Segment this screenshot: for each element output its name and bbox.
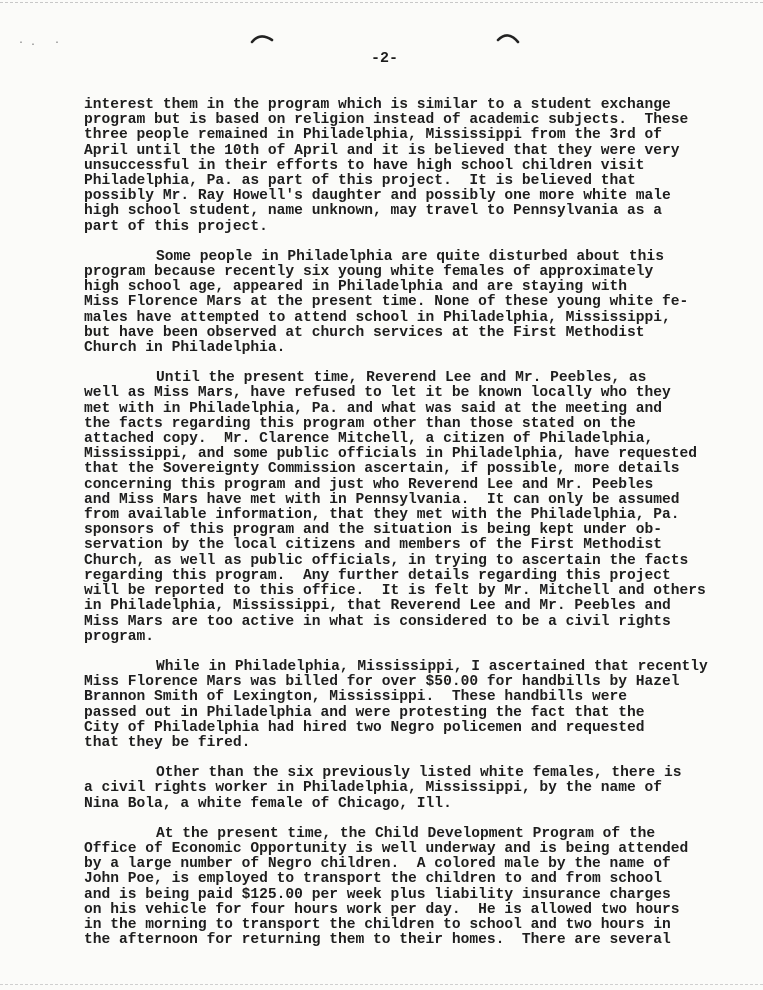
text-line: Other than the six previously listed white females, there is [156, 765, 682, 782]
text-line: and is being paid $125.00 per week plus liability insurance charges [84, 886, 671, 903]
text-line: Miss Florence Mars at the present time. None of these young white fe- [84, 294, 689, 311]
scan-speck: ·. · [18, 38, 67, 49]
text-line: Some people in Philadelphia are quite disturbed about this [156, 248, 664, 265]
text-line: the afternoon for returning them to their homes. There are several [84, 932, 671, 949]
paragraph-5 [84, 766, 734, 812]
text-line: Brannon Smith of Lexington, Mississippi. These handbills were [84, 689, 627, 706]
text-line: by a large number of Negro children. A colored male by the name of [84, 856, 671, 873]
text-line: high school age, appeared in Philadelphia and are staying with [84, 279, 627, 296]
text-line: males have attempted to attend school in Philadelphia, Mississippi, [84, 309, 671, 326]
text-line: in the morning to transport the children to school and two hours in [84, 916, 671, 933]
text-line: regarding this program. Any further details regarding this project [84, 567, 671, 584]
text-line: concerning this program and just who Reverend Lee and Mr. Peebles [84, 476, 654, 493]
paragraph-1 [84, 98, 734, 235]
text-line: that the Sovereignty Commission ascertain, if possible, more details [84, 461, 680, 478]
text-line: will be reported to this office. It is felt by Mr. Mitchell and others [84, 583, 706, 600]
text-line: Miss Florence Mars was billed for over $50.00 for handbills by Hazel [84, 674, 680, 691]
binder-hole-mark-left [250, 30, 274, 44]
text-line: passed out in Philadelphia and were protesting the fact that the [84, 704, 645, 721]
binder-hole-mark-right [496, 30, 520, 44]
text-line: that they be fired. [84, 734, 251, 751]
text-line: attached copy. Mr. Clarence Mitchell, a citizen of Philadelphia, [84, 431, 654, 448]
text-line: possibly Mr. Ray Howell's daughter and possibly one more white male [84, 188, 671, 205]
paragraph-4 [84, 660, 734, 751]
text-line: the facts regarding this program other than those stated on the [84, 415, 636, 432]
text-line: a civil rights worker in Philadelphia, Mississippi, by the name of [84, 780, 663, 797]
text-line: program because recently six young white females of approximately [84, 264, 654, 281]
text-line: servation by the local citizens and members of the First Methodist [84, 537, 663, 554]
text-line: well as Miss Mars, have refused to let it be known locally who they [84, 385, 671, 402]
text-line: Office of Economic Opportunity is well underway and is being attended [84, 840, 689, 857]
text-line: program but is based on religion instead of academic subjects. These [84, 112, 689, 129]
text-line: Miss Mars are too active in what is considered to be a civil rights [84, 613, 671, 630]
paragraph-3 [84, 371, 734, 645]
text-line: At the present time, the Child Development Program of the [156, 825, 656, 842]
letter-body [84, 98, 734, 963]
paragraph-2 [84, 250, 734, 356]
text-line: Church in Philadelphia. [84, 340, 286, 357]
text-line: Until the present time, Reverend Lee and Mr. Peebles, as [156, 370, 647, 387]
text-line: April until the 10th of April and it is believed that they were very [84, 142, 680, 159]
text-line: John Poe, is employed to transport the children to and from school [84, 871, 663, 888]
text-line: and Miss Mars have met with in Pennsylvania. It can only be assumed [84, 491, 680, 508]
text-line: but have been observed at church services at the First Methodist [84, 324, 645, 341]
text-line: three people remained in Philadelphia, Mississippi from the 3rd of [84, 127, 663, 144]
text-line: Mississippi, and some public officials in Philadelphia, have requested [84, 446, 698, 463]
text-line: part of this project. [84, 218, 268, 235]
text-line: met with in Philadelphia, Pa. and what was said at the meeting and [84, 400, 663, 417]
page-number: -2- [370, 50, 398, 67]
text-line: from available information, that they met with the Philadelphia, Pa. [84, 507, 680, 524]
text-line: in Philadelphia, Mississippi, that Reverend Lee and Mr. Peebles and [84, 598, 671, 615]
scan-edge-bottom [0, 984, 763, 986]
text-line: sponsors of this program and the situation is being kept under ob- [84, 522, 663, 539]
text-line: on his vehicle for four hours work per day. He is allowed two hours [84, 901, 680, 918]
text-line: City of Philadelphia had hired two Negro policemen and requested [84, 719, 645, 736]
text-line: While in Philadelphia, Mississippi, I ascertained that recently [156, 658, 708, 675]
text-line: program. [84, 628, 155, 645]
text-line: high school student, name unknown, may travel to Pennsylvania as a [84, 203, 663, 220]
text-line: unsuccessful in their efforts to have high school children visit [84, 157, 645, 174]
scan-edge-top [0, 2, 763, 4]
paragraph-6 [84, 827, 734, 949]
text-line: interest them in the program which is similar to a student exchange [84, 97, 671, 113]
text-line: Church, as well as public officials, in trying to ascertain the facts [84, 552, 689, 569]
text-line: Nina Bola, a white female of Chicago, Ill. [84, 795, 452, 812]
text-line: Philadelphia, Pa. as part of this project. It is believed that [84, 173, 636, 190]
